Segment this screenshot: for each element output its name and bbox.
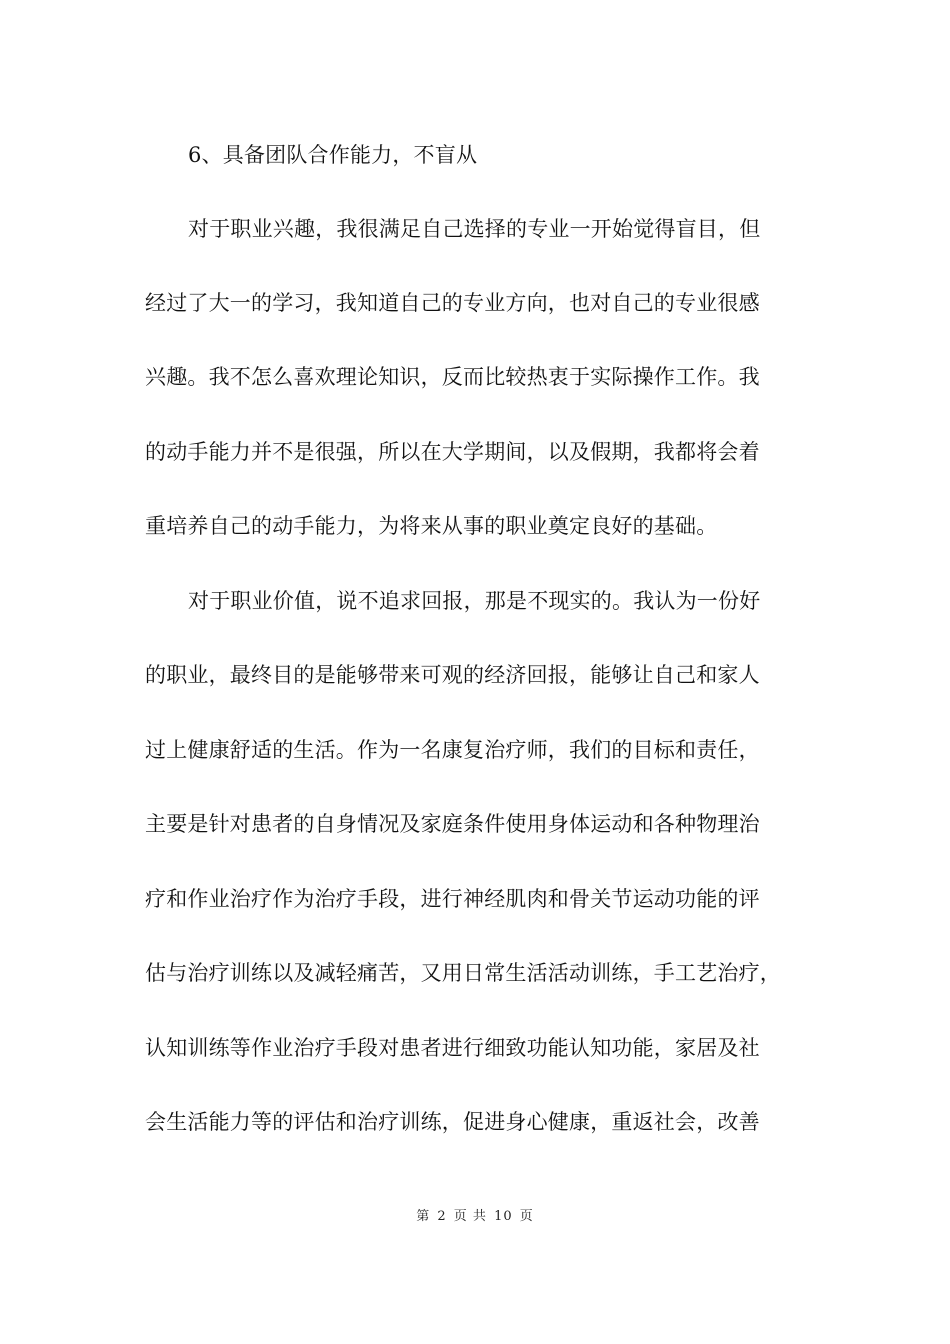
page-footer: [0, 1208, 950, 1226]
paragraph-line: 重培养自己的动手能力，为将来从事的职业奠定良好的基础。: [145, 514, 718, 538]
paragraph-line: 经过了大一的学习，我知道自己的专业方向，也对自己的专业很感: [145, 291, 760, 315]
total-pages-number: 10: [494, 1209, 513, 1224]
paragraph-line: 主要是针对患者的自身情况及家庭条件使用身体运动和各种物理治: [145, 812, 760, 836]
footer-prefix: 第: [416, 1209, 431, 1224]
paragraph-line: 会生活能力等的评估和治疗训练，促进身心健康，重返社会，改善: [145, 1110, 760, 1134]
paragraph-line: 认知训练等作业治疗手段对患者进行细致功能认知功能，家居及社: [145, 1036, 760, 1060]
paragraph-line: 兴趣。我不怎么喜欢理论知识，反而比较热衷于实际操作工作。我: [145, 365, 760, 389]
paragraph-line: 估与治疗训练以及减轻痛苦，又用日常生活活动训练，手工艺治疗，: [145, 961, 781, 985]
paragraph-line: 疗和作业治疗作为治疗手段，进行神经肌肉和骨关节运动功能的评: [145, 887, 760, 911]
paragraph-line: 过上健康舒适的生活。作为一名康复治疗师，我们的目标和责任，: [145, 738, 760, 762]
paragraph-line: 的职业，最终目的是能够带来可观的经济回报，能够让自己和家人: [145, 663, 760, 687]
paragraph-line: 对于职业兴趣，我很满足自己选择的专业一开始觉得盲目，但: [188, 217, 761, 241]
current-page-number: 2: [437, 1209, 447, 1224]
footer-middle: 页 共: [453, 1209, 487, 1224]
footer-suffix: 页: [519, 1209, 534, 1224]
heading-line: 6、具备团队合作能力，不盲从: [188, 143, 478, 167]
paragraph-line: 的动手能力并不是很强，所以在大学期间，以及假期，我都将会着: [145, 440, 760, 464]
paragraph-line: 对于职业价值，说不追求回报，那是不现实的。我认为一份好: [188, 589, 761, 613]
